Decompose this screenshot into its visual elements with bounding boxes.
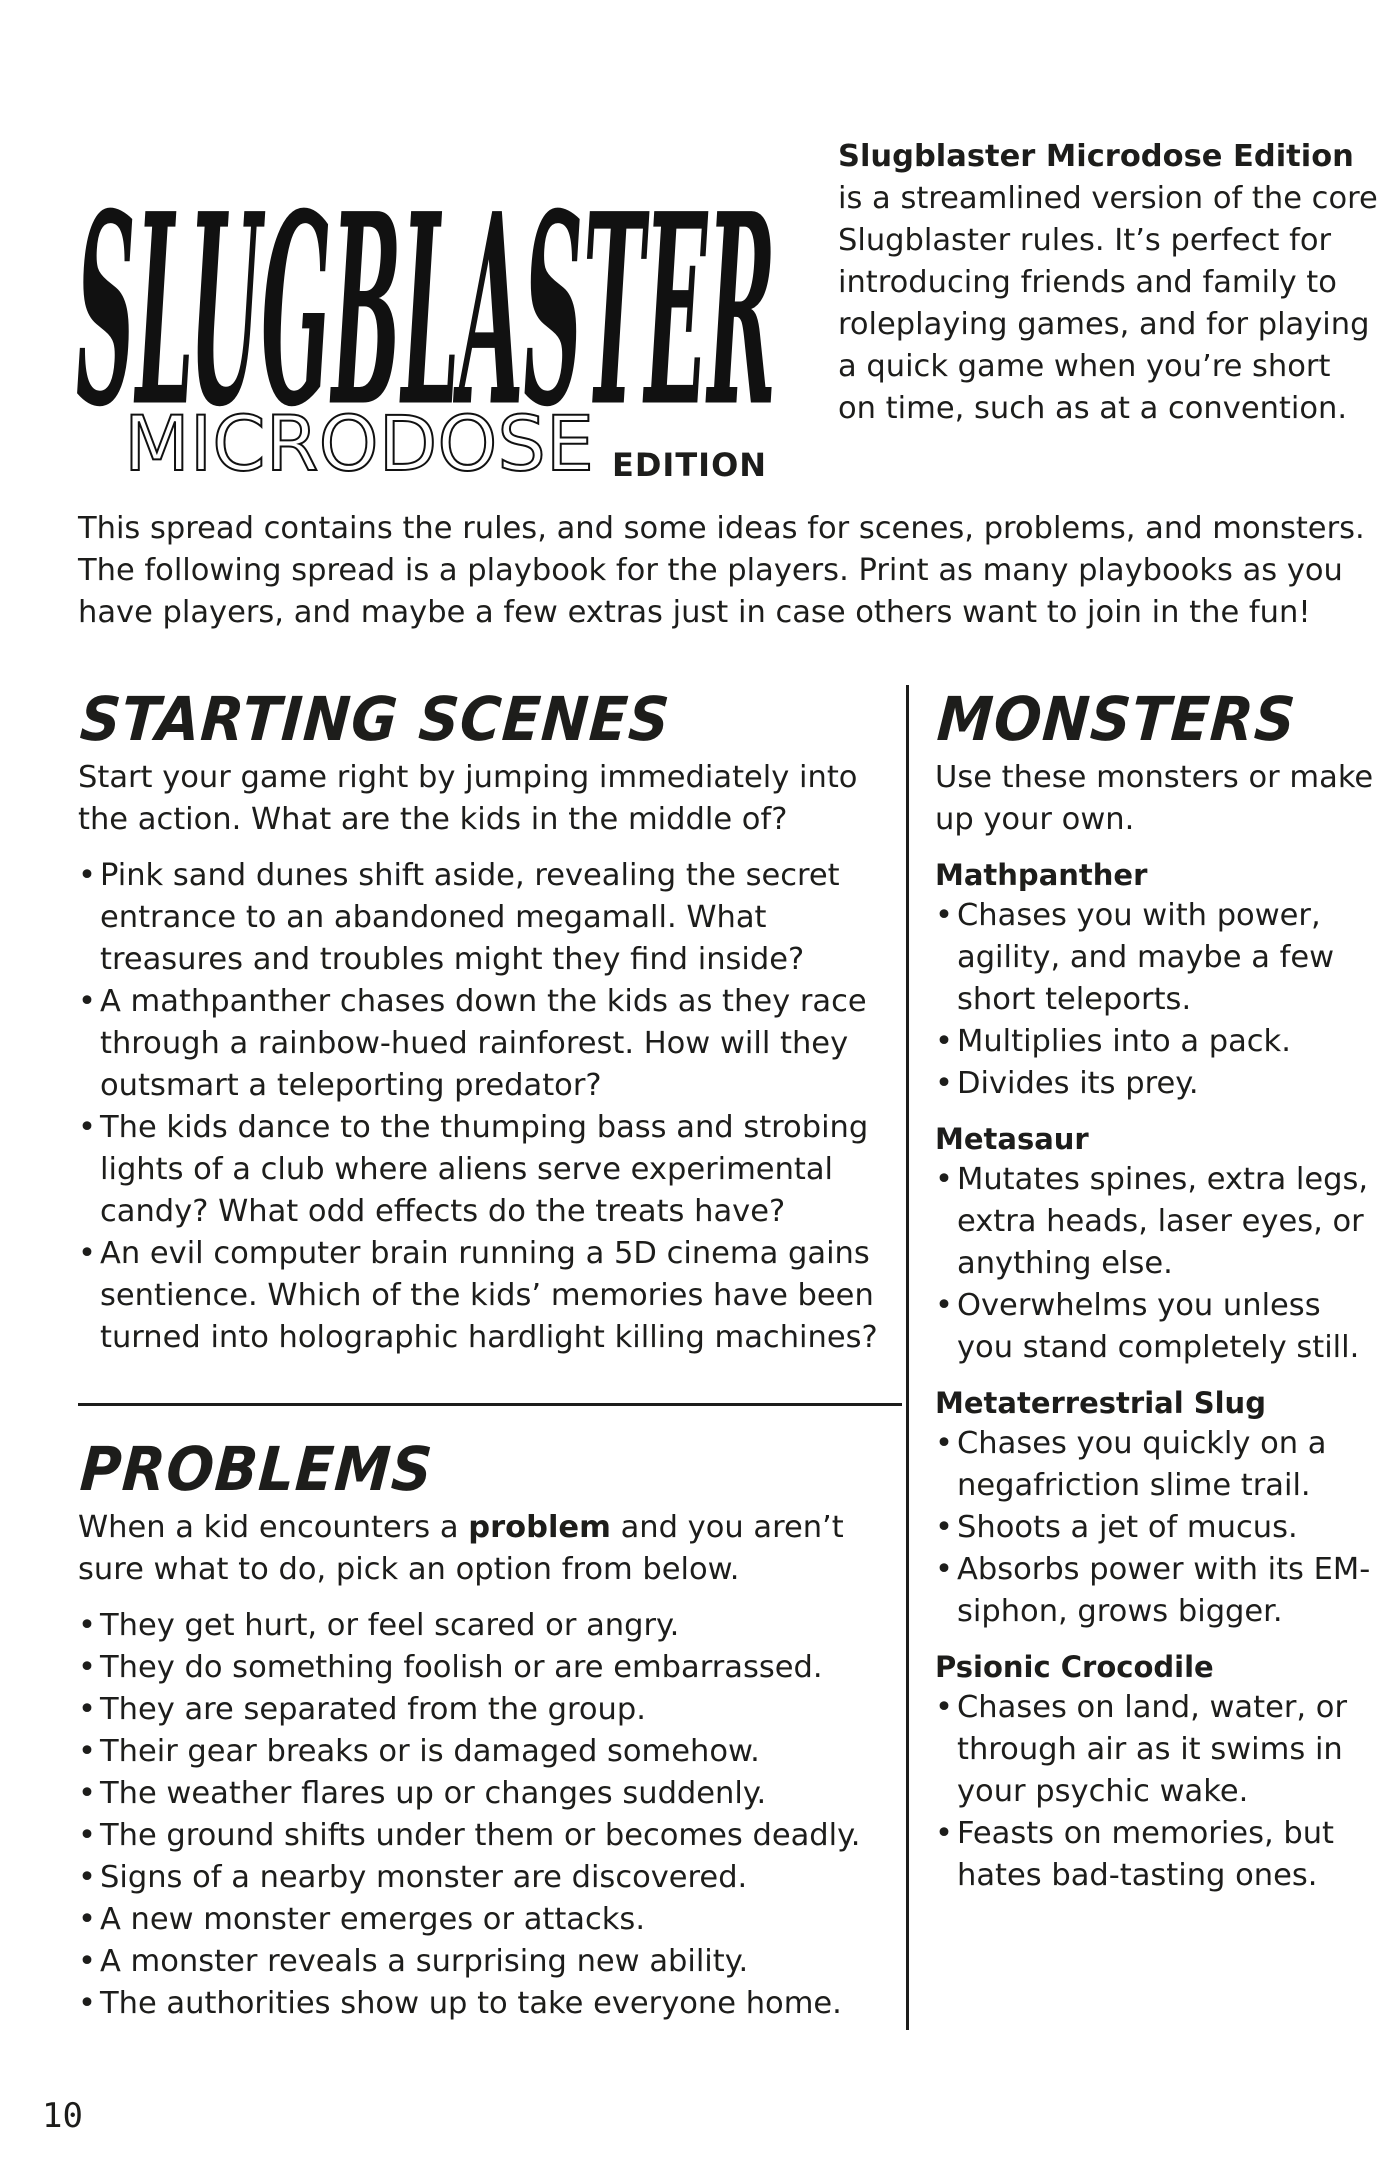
problems-section — [78, 1434, 878, 2025]
list-item: • A new monster emerges or attacks. — [78, 1899, 878, 1941]
page-number: 10 — [42, 2096, 83, 2136]
list-item: • Multiplies into a pack. — [935, 1021, 1375, 1063]
list-item: • Pink sand dunes shift aside, revealing the secret entrance to an abandoned megamall. What treasures and troubles might they find inside? — [78, 855, 878, 981]
starting-scenes-heading: STARTING SCENES — [78, 684, 673, 755]
logo-title: SLUGBLASTER — [76, 157, 776, 466]
problems-intro-bold: problem — [468, 1510, 611, 1545]
column-divider — [906, 685, 909, 2030]
list-item: • Chases you with power, agility, and maybe a few short teleports. — [935, 895, 1375, 1021]
monster-traits — [935, 1159, 1375, 1369]
monster-traits — [935, 1423, 1375, 1633]
monster-name: Metaterrestrial Slug — [935, 1386, 1266, 1420]
monster-name: Metasaur — [935, 1122, 1089, 1156]
slugblaster-logo — [76, 100, 796, 490]
monster-traits — [935, 895, 1375, 1105]
spread-description: This spread contains the rules, and some ideas for scenes, problems, and monsters. The following spread is a playbook for the players. Print as many playbooks as you have players, and maybe a few extras just in case others want to join in the fun! — [78, 511, 1365, 630]
list-item: • They get hurt, or feel scared or angry. — [78, 1605, 878, 1647]
list-item: • Divides its prey. — [935, 1063, 1375, 1105]
list-item: • The ground shifts under them or becomes deadly. — [78, 1815, 878, 1857]
problems-heading: PROBLEMS — [78, 1434, 435, 1505]
list-item: • A monster reveals a surprising new ability. — [78, 1941, 878, 1983]
list-item: • Shoots a jet of mucus. — [935, 1507, 1375, 1549]
intro-paragraph — [838, 136, 1378, 430]
problems-intro-post: and you aren’t sure what to do, pick an option from below. — [78, 1510, 844, 1587]
list-item: • An evil computer brain running a 5D cinema gains sentience. Which of the kids’ memories have been turned into holographic hardlight killing machines? — [78, 1233, 878, 1359]
list-item: • Absorbs power with its EM-siphon, grows bigger. — [935, 1549, 1375, 1633]
problems-intro — [78, 1507, 878, 1591]
monsters-section — [935, 684, 1375, 1897]
problems-list — [78, 1605, 878, 2025]
section-divider — [78, 1403, 902, 1406]
intro-bold: Slugblaster Microdose Edition — [838, 139, 1354, 174]
monsters-intro: Use these monsters or make up your own. — [935, 760, 1374, 837]
logo-subtitle: MICRODOSE — [124, 399, 594, 488]
list-item: • They do something foolish or are embarrassed. — [78, 1647, 878, 1689]
monster-name: Mathpanther — [935, 858, 1148, 892]
starting-scenes-list — [78, 855, 878, 1359]
list-item: • Feasts on memories, but hates bad-tasting ones. — [935, 1813, 1375, 1897]
problems-intro-pre: When a kid encounters a — [78, 1510, 469, 1545]
monster-traits — [935, 1687, 1375, 1897]
intro-rest: is a streamlined version of the core Slugblaster rules. It’s perfect for introducing friends and family to roleplaying games, and for playing a quick game when you’re short on time, such as at a convention. — [838, 181, 1378, 426]
list-item: • The weather flares up or changes suddenly. — [78, 1773, 878, 1815]
monster-name: Psionic Crocodile — [935, 1650, 1214, 1684]
list-item: • Signs of a nearby monster are discovered. — [78, 1857, 878, 1899]
list-item: • Chases on land, water, or through air as it swims in your psychic wake. — [935, 1687, 1375, 1813]
list-item: • Chases you quickly on a negafriction slime trail. — [935, 1423, 1375, 1507]
starting-scenes-intro: Start your game right by jumping immediately into the action. What are the kids in the middle of? — [78, 760, 858, 837]
list-item: • The kids dance to the thumping bass and strobing lights of a club where aliens serve experimental candy? What odd effects do the treats have? — [78, 1107, 878, 1233]
list-item: • A mathpanther chases down the kids as they race through a rainbow-hued rainforest. How will they outsmart a teleporting predator? — [78, 981, 878, 1107]
list-item: • The authorities show up to take everyone home. — [78, 1983, 878, 2025]
list-item: • Mutates spines, extra legs, extra heads, laser eyes, or anything else. — [935, 1159, 1375, 1285]
monsters-heading: MONSTERS — [935, 684, 1298, 755]
logo-edition: EDITION — [612, 446, 768, 484]
starting-scenes-section — [78, 684, 878, 1359]
list-item: • Overwhelms you unless you stand completely still. — [935, 1285, 1375, 1369]
list-item: • They are separated from the group. — [78, 1689, 878, 1731]
logo-graphic — [76, 100, 796, 490]
list-item: • Their gear breaks or is damaged somehow. — [78, 1731, 878, 1773]
